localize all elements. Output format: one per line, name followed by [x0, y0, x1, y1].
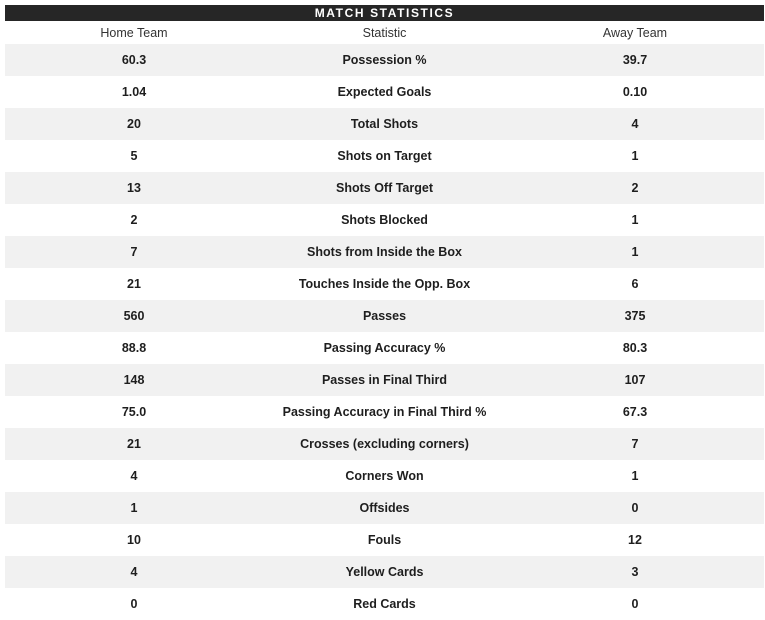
table-row: [5, 556, 764, 588]
home-value: 60.3: [121, 53, 147, 67]
home-value: 2: [130, 213, 138, 227]
home-value: 21: [127, 437, 141, 451]
stats-table: [5, 21, 764, 620]
statistic-label: Passes in Final Third: [321, 373, 448, 387]
table-row: [5, 428, 764, 460]
away-value: 6: [631, 277, 639, 291]
away-value: 39.7: [622, 53, 648, 67]
away-value: 12: [628, 533, 642, 547]
home-value: 5: [130, 149, 138, 163]
table-row: [5, 300, 764, 332]
away-value: 1: [631, 149, 639, 163]
home-value: 21: [127, 277, 141, 291]
statistic-label: Yellow Cards: [345, 565, 424, 579]
home-value: 0: [130, 597, 138, 611]
table-row: [5, 332, 764, 364]
table-row: [5, 364, 764, 396]
away-value: 1: [631, 213, 639, 227]
home-value: 4: [130, 469, 138, 483]
statistic-label: Shots on Target: [337, 149, 432, 163]
away-value: 0: [631, 597, 639, 611]
away-value: 1: [631, 469, 639, 483]
away-value: 80.3: [622, 341, 648, 355]
statistic-label: Crosses (excluding corners): [300, 437, 469, 451]
away-value: 3: [631, 565, 639, 579]
table-row: [5, 172, 764, 204]
away-value: 4: [631, 117, 639, 131]
statistic-label: Passing Accuracy in Final Third %: [282, 405, 487, 419]
table-row: [5, 460, 764, 492]
statistic-label: Offsides: [359, 501, 410, 515]
away-value: 0: [631, 501, 639, 515]
table-row: [5, 396, 764, 428]
statistic-label: Fouls: [367, 533, 402, 547]
statistic-label: Shots Blocked: [341, 213, 428, 227]
home-value: 560: [123, 309, 145, 323]
home-value: 10: [127, 533, 141, 547]
home-value: 88.8: [121, 341, 147, 355]
table-row: [5, 108, 764, 140]
header-statistic: Statistic: [362, 25, 407, 40]
panel-title: MATCH STATISTICS: [5, 5, 764, 21]
statistic-label: Corners Won: [345, 469, 424, 483]
away-value: 2: [631, 181, 639, 195]
away-value: 7: [631, 437, 639, 451]
table-row: [5, 268, 764, 300]
header-home-team: Home Team: [100, 25, 168, 40]
statistic-label: Red Cards: [353, 597, 416, 611]
home-value: 7: [130, 245, 138, 259]
home-value: 1: [130, 501, 138, 515]
away-value: 375: [624, 309, 646, 323]
table-row: [5, 236, 764, 268]
statistic-label: Shots Off Target: [336, 181, 433, 195]
statistic-label: Passes: [362, 309, 407, 323]
table-header-row: [5, 21, 764, 44]
statistic-label: Total Shots: [350, 117, 419, 131]
table-row: [5, 44, 764, 76]
home-value: 1.04: [121, 85, 147, 99]
home-value: 4: [130, 565, 138, 579]
away-value: 1: [631, 245, 639, 259]
table-row: [5, 524, 764, 556]
away-value: 67.3: [622, 405, 648, 419]
statistic-label: Expected Goals: [337, 85, 432, 99]
statistic-label: Shots from Inside the Box: [307, 245, 462, 259]
table-row: [5, 204, 764, 236]
home-value: 20: [127, 117, 141, 131]
statistic-label: Possession %: [342, 53, 427, 67]
table-row: [5, 76, 764, 108]
home-value: 75.0: [121, 405, 147, 419]
table-row: [5, 140, 764, 172]
home-value: 148: [123, 373, 145, 387]
table-row: [5, 588, 764, 620]
home-value: 13: [127, 181, 141, 195]
header-away-team: Away Team: [602, 25, 668, 40]
table-row: [5, 492, 764, 524]
statistic-label: Passing Accuracy %: [323, 341, 446, 355]
away-value: 107: [624, 373, 646, 387]
away-value: 0.10: [622, 85, 648, 99]
statistic-label: Touches Inside the Opp. Box: [298, 277, 471, 291]
